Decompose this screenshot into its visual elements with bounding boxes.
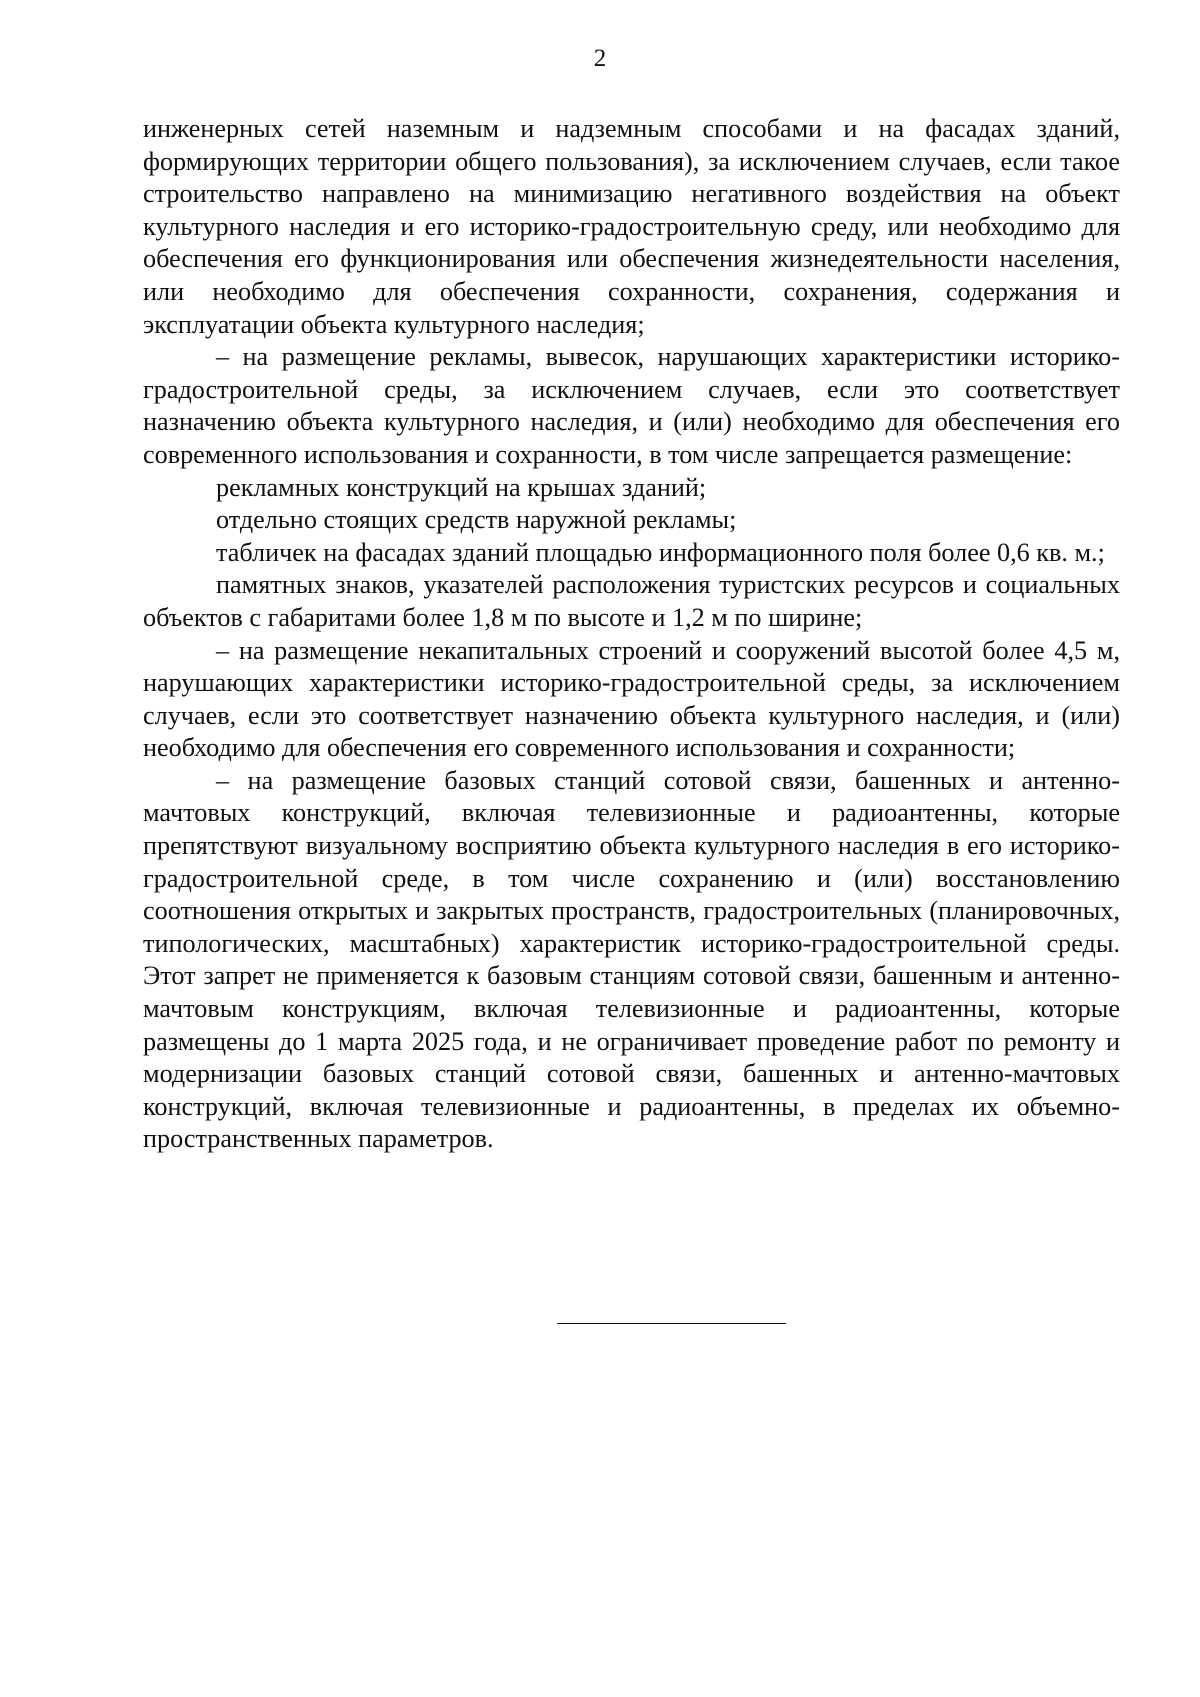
- paragraph-base-stations: – на размещение базовых станций сотовой связи, башенных и антенно-мачтовых конструкций, включая телевизионные и радиоантенны, которые препятствуют визуальному восприятию объекта культурного наследия в его историко-градостроительной среде, в том числе сохранению и (или) восстановлению соотношения открытых и закрытых пространств, градостроительных (планировочных, типологических, масштабных) характеристик историко-градостроительной среды. Этот запрет не применяется к базовым станциям сотовой связи, башенным и антенно-мачтовым конструкциям, включая телевизионные и радиоантенны, которые размещены до 1 марта 2025 года, и не ограничивает проведение работ по ремонту и модернизации базовых станций сотовой связи, башенных и антенно-мачтовых конструкций, включая телевизионные и радиоантенны, в пределах их объемно-пространственных параметров.: [143, 765, 1120, 1154]
- paragraph-standalone-ads: отдельно стоящих средств наружной рекламы;: [216, 505, 737, 535]
- paragraph-continuation: инженерных сетей наземным и надземным способами и на фасадах зданий, формирующих территории общего пользования), за исключением случаев, если такое строительство направлено на минимизацию негативного воздействия на объект культурного наследия и его историко-градостроительную среду, или необходимо для обеспечения его функционирования или обеспечения жизнедеятельности населения, или необходимо для обеспечения сохранности, сохранения, содержания и эксплуатации объекта культурного наследия;: [143, 114, 1120, 339]
- paragraph-facade-plates: табличек на фасадах зданий площадью информационного поля более 0,6 кв. м.;: [216, 537, 1105, 567]
- paragraph-roof-ads: рекламных конструкций на крышах зданий;: [216, 472, 707, 502]
- paragraph-memorial-signs: памятных знаков, указателей расположения туристских ресурсов и социальных объектов с габаритами более 1,8 м по высоте и 1,2 м по ширине;: [143, 570, 1120, 632]
- paragraph-temporary-structures: – на размещение некапитальных строений и сооружений высотой более 4,5 м, нарушающих характеристики историко-градостроительной среды, за исключением случаев, если это соответствует назначению объекта культурного наследия, и (или) необходимо для обеспечения его современного использования и сохранности;: [143, 635, 1120, 763]
- paragraph-advertising: – на размещение рекламы, вывесок, нарушающих характеристики историко-градостроительной среды, за исключением случаев, если это соответствует назначению объекта культурного наследия, и (или) необходимо для обеспечения его современного использования и сохранности, в том числе запрещается размещение:: [143, 342, 1120, 469]
- end-divider: [557, 1323, 786, 1324]
- page-number: 2: [593, 45, 607, 72]
- document-body: [143, 113, 1120, 1156]
